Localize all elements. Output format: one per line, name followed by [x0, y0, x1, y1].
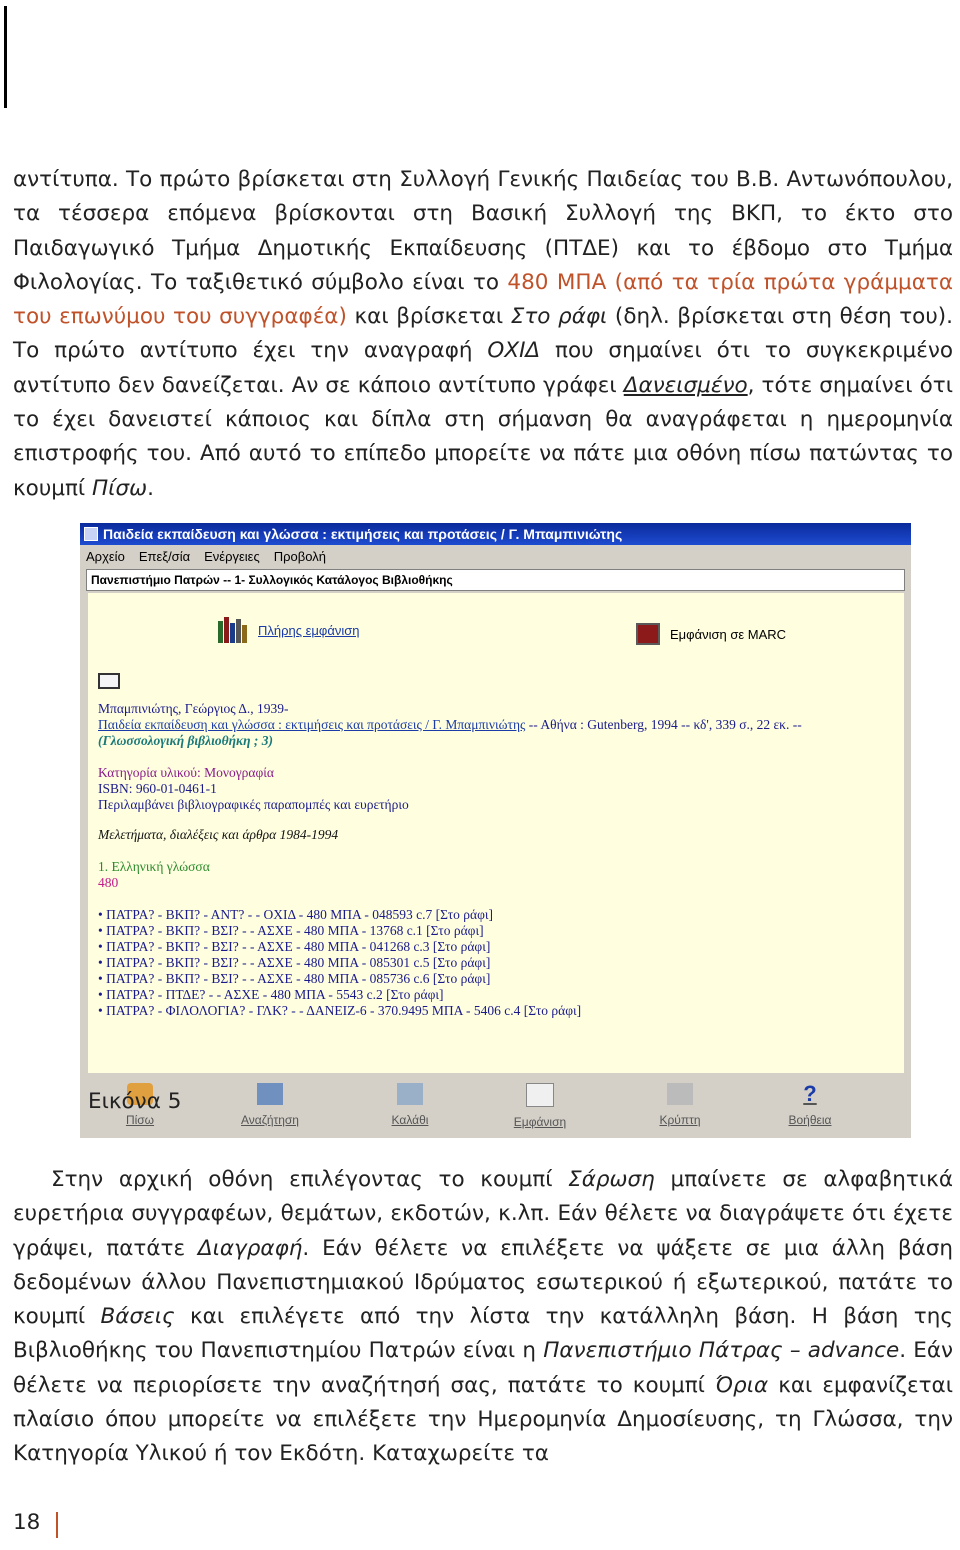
record-class: 480: [98, 875, 119, 890]
record-isbn: ISBN: 960-01-0461-1: [98, 781, 217, 796]
basket-button[interactable]: Καλάθι: [365, 1083, 455, 1127]
holding-row: • ΠΑΤΡΑ? - ΒΚΠ? - ΒΣΙ? - - ΑΣΧΕ - 480 ΜΠΑ - 041268 c.3 [Στο ράφι]: [98, 939, 491, 954]
record-material: Κατηγορία υλικού: Μονογραφία: [98, 765, 274, 780]
bottom-toolbar: [80, 1073, 911, 1138]
basket-icon: [397, 1083, 423, 1105]
menu-edit[interactable]: Επεξ/σία: [138, 548, 191, 564]
back-button[interactable]: Πίσω: [95, 1083, 185, 1127]
record-bibliography: Περιλαμβάνει βιβλιογραφικές παραπομπές και ευρετήριο: [98, 797, 409, 812]
app-icon: [84, 527, 98, 541]
help-icon: ?: [803, 1081, 817, 1106]
open-book-icon: [98, 673, 120, 689]
menu-actions[interactable]: Ενέργειες: [204, 548, 260, 564]
holding-row: • ΠΑΤΡΑ? - ΦΙΛΟΛΟΓΙΑ? - ΓΛΚ? - - ΔΑΝΕΙΖ-6 - 370.9495 ΜΠΑ - 5406 c.4 [Στο ράφι]: [98, 1003, 582, 1018]
holding-row: • ΠΑΤΡΑ? - ΠΤΔΕ? - - ΑΣΧΕ - 480 ΜΠΑ - 5543 c.2 [Στο ράφι]: [98, 987, 444, 1002]
window-title: Παιδεία εκπαίδευση και γλώσσα : εκτιμήσεις και προτάσεις / Γ. Μπαμπινιώτης: [103, 526, 623, 542]
holding-row: • ΠΑΤΡΑ? - ΒΚΠ? - ΒΣΙ? - - ΑΣΧΕ - 480 ΜΠΑ - 085301 c.5 [Στο ράφι]: [98, 955, 491, 970]
window-titlebar: [80, 523, 911, 545]
paragraph-1: αντίτυπα. Το πρώτο βρίσκεται στη Συλλογή Γενικής Παιδείας του Β.Β. Αντωνόπουλου, τα τέσσερα επόμενα βρίσκονται στη Βασική Συλλογή της ΒΚΠ, το έκτο στο Παιδαγωγικό Τμήμα Δημοτικής Εκπαίδευσης (ΠΤΔΕ) και το έβδομο στο Τμήμα Φιλολογίας. Το ταξιθετικό σύμβολο είναι το 480 ΜΠΑ (από τα τρία πρώτα γράμματα του επωνύμου του συγγραφέα) και βρίσκεται Στο ράφι (δηλ. βρίσκεται στη θέση του). Το πρώτο αντίτυπο έχει την αναγραφή ΟΧΙΔ που σημαίνει ότι το συγκεκριμένο αντίτυπο δεν δανείζεται. Αν σε κάποιο αντίτυπο γράφει Δανεισμένο, τότε σημαίνει ότι το έχει δανειστεί κάποιος και δίπλα στη σήμανση θα αναγράφεται η ημερομηνία επιστροφής του. Από αυτό το επίπεδο μπορείτε να πάτε μια οθόνη πίσω πατώντας το κουμπί Πίσω.: [13, 167, 954, 501]
holding-row: • ΠΑΤΡΑ? - ΒΚΠ? - ΒΣΙ? - - ΑΣΧΕ - 480 ΜΠΑ - 085736 c.6 [Στο ράφι]: [98, 971, 491, 986]
record-panel: [88, 593, 904, 1073]
menu-view[interactable]: Προβολή: [273, 548, 326, 564]
record-subject[interactable]: 1. Ελληνική γλώσσα: [98, 859, 210, 874]
corner-rule: [4, 6, 7, 108]
menu-bar: [80, 545, 911, 567]
books-icon: [218, 617, 250, 643]
full-view-button[interactable]: Πλήρης εμφάνιση: [218, 617, 360, 643]
catalog-screenshot: [80, 523, 911, 1138]
cache-button[interactable]: Κρύπτη: [635, 1083, 725, 1127]
display-button[interactable]: Εμφάνιση: [495, 1083, 585, 1129]
menu-file[interactable]: Αρχείο: [86, 548, 125, 564]
record-series: (Γλωσσολογική βιβλιοθήκη ; 3): [98, 733, 274, 748]
help-button[interactable]: ? Βοήθεια: [788, 1081, 832, 1127]
record-note: Μελετήματα, διαλέξεις και άρθρα 1984-1994: [98, 827, 339, 842]
paragraph-2: Στην αρχική οθόνη επιλέγοντας το κουμπί Σάρωση μπαίνετε σε αλφαβητικά ευρετήρια συγγραφέων, θεμάτων, εκδοτών, κ.λπ. Εάν θέλετε να διαγράψετε ότι έχετε γράψει, πατάτε Διαγραφή. Εάν θέλετε να επιλέξετε να ψάξετε σε μια άλλη βάση δεδομένων άλλου Πανεπιστημιακού Ιδρύματος εσωτερικού ή εξωτερικού, πατάτε το κουμπί Βάσεις και επιλέγετε από την λίστα την κατάλληλη βάση. Η βάση της Βιβλιοθήκης του Πανεπιστημίου Πατρών είναι η Πανεπιστήμιο Πάτρας – advance. Εάν θέλετε να περιορίσετε την αναζήτησή σας, πατάτε το κουμπί Όρια και εμφανίζεται πλαίσιο όπου μπορείτε να επιλέξετε την Ημερομηνία Δημοσίευσης, τη Γλώσσα, την Κατηγορία Υλικού ή τον Εκδότη. Καταχωρείτε τα: [13, 1167, 954, 1467]
holding-row: • ΠΑΤΡΑ? - ΒΚΠ? - ΑΝΤ? - - ΟΧΙΔ - 480 ΜΠΑ - 048593 c.7 [Στο ράφι]: [98, 907, 494, 922]
call-number-highlight: 480 ΜΠΑ (από τα τρία πρώτα γράμματα του επωνύμου του συγγραφέα): [13, 269, 953, 330]
cache-icon: [667, 1083, 693, 1105]
search-icon: [257, 1083, 283, 1105]
record-title-link[interactable]: Παιδεία εκπαίδευση και γλώσσα : εκτιμήσεις και προτάσεις / Γ. Μπαμπινιώτης: [98, 717, 526, 732]
search-button[interactable]: Αναζήτηση: [225, 1083, 315, 1127]
page-number: 18: [13, 1510, 41, 1535]
marc-view-button[interactable]: Εμφάνιση σε MARC: [636, 623, 786, 645]
record-title-line: Παιδεία εκπαίδευση και γλώσσα : εκτιμήσεις και προτάσεις / Γ. Μπαμπινιώτης -- Αθήνα : Gutenberg, 1994 -- κδ', 339 σ., 22 εκ. --: [98, 717, 802, 732]
holding-row: • ΠΑΤΡΑ? - ΒΚΠ? - ΒΣΙ? - - ΑΣΧΕ - 480 ΜΠΑ - 13768 c.1 [Στο ράφι]: [98, 923, 484, 938]
marc-icon: [636, 623, 660, 645]
document-icon: [526, 1083, 554, 1107]
page-number-rule: [56, 1512, 58, 1538]
database-path: Πανεπιστήμιο Πατρών -- 1- Συλλογικός Κατάλογος Βιβλιοθήκης: [86, 569, 905, 591]
figure-caption: Εικόνα 5: [88, 1089, 182, 1114]
record-author: Μπαμπινιώτης, Γεώργιος Δ., 1939-: [98, 701, 289, 716]
